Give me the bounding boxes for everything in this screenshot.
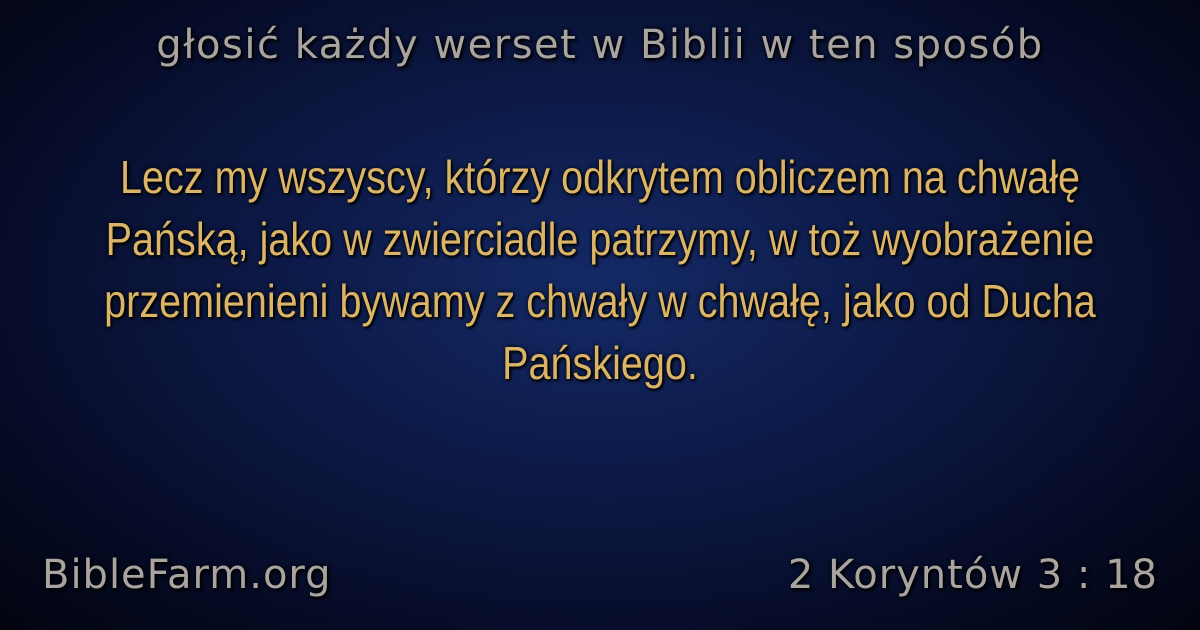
verse-reference: 2 Koryntów 3 : 18 — [787, 552, 1158, 598]
header-tagline: głosić każdy werset w Biblii w ten sposób — [156, 22, 1044, 68]
verse-container — [104, 146, 1096, 394]
site-name: BibleFarm.org — [42, 552, 332, 598]
verse-text: Lecz my wszyscy, którzy odkrytem obliczem na chwałę Pańską, jako w zwierciadle patrzymy, w toż wyobrażenie przemienieni bywamy z chwały w chwałę, jako od Ducha Pańskiego. — [104, 151, 1096, 389]
